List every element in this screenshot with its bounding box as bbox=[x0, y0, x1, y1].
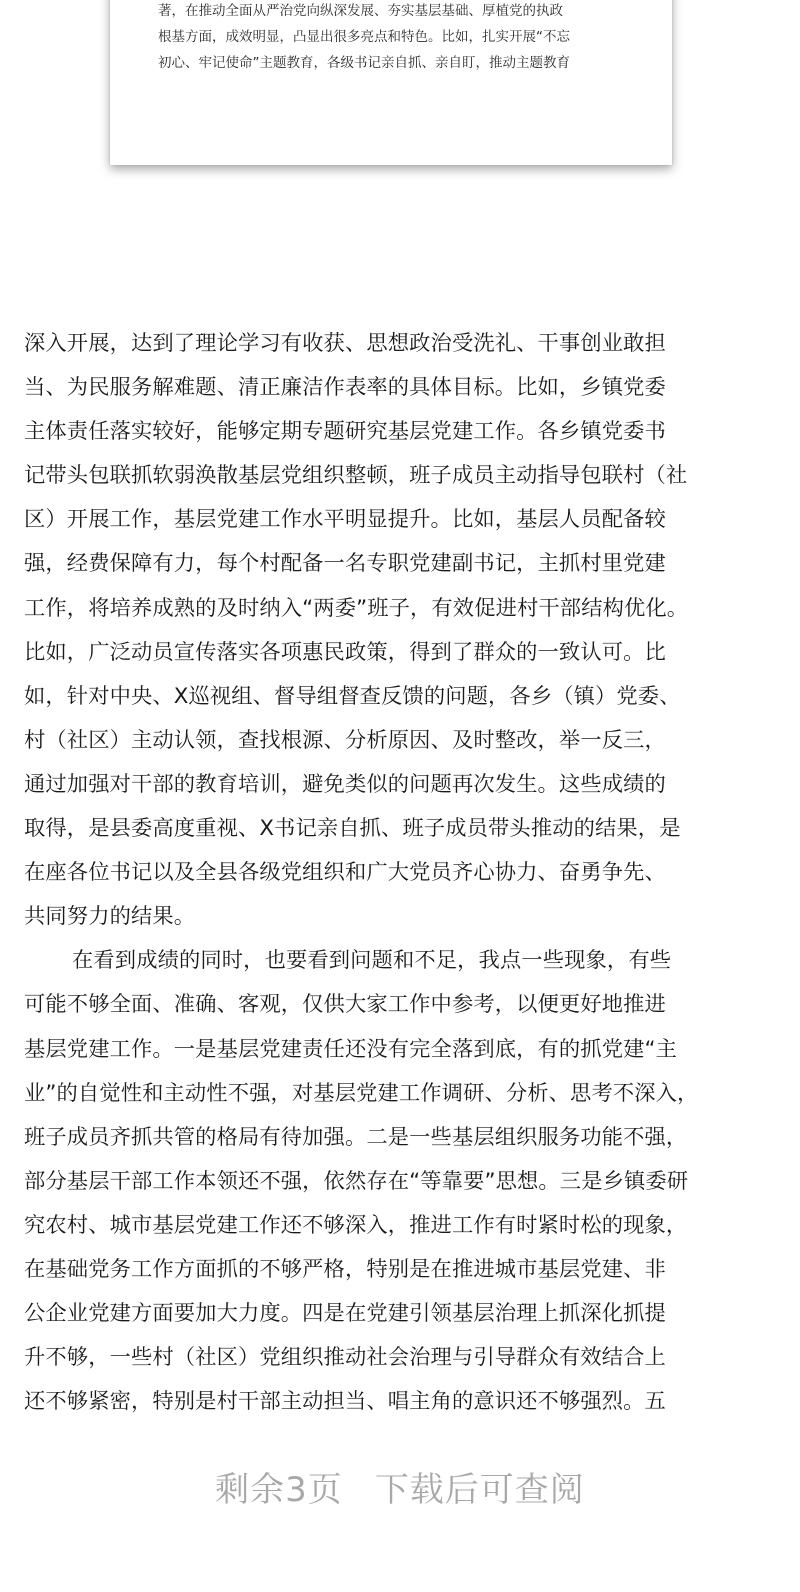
document-body bbox=[24, 322, 776, 1424]
body-line: 比如，广泛动员宣传落实各项惠民政策，得到了群众的一致认可。比 bbox=[24, 639, 666, 665]
body-line: 业”的自觉性和主动性不强，对基层党建工作调研、分析、思考不深入， bbox=[24, 1080, 699, 1106]
preview-card-text bbox=[158, 0, 638, 76]
download-to-view-label: 下载后可查阅 bbox=[374, 1470, 585, 1510]
body-line: 记带头包联抓软弱涣散基层党组织整顿，班子成员主动指导包联村（社 bbox=[24, 463, 688, 489]
body-line: 在基础党务工作方面抓的不够严格，特别是在推进城市基层党建、非 bbox=[24, 1256, 666, 1282]
body-line: 可能不够全面、准确、客观，仅供大家工作中参考，以便更好地推进 bbox=[24, 992, 666, 1018]
remaining-pages-notice[interactable] bbox=[0, 1462, 800, 1518]
body-line: 班子成员齐抓共管的格局有待加强。二是一些基层组织服务功能不强， bbox=[24, 1124, 688, 1150]
preview-card-line: 初心、牢记使命”主题教育，各级书记亲自抓、亲自盯，推动主题教育 bbox=[158, 55, 570, 71]
body-line: 强，经费保障有力，每个村配备一名专职党建副书记，主抓村里党建 bbox=[24, 551, 666, 577]
body-line: 升不够，一些村（社区）党组织推动社会治理与引导群众有效结合上 bbox=[24, 1345, 666, 1371]
body-line: 区）开展工作，基层党建工作水平明显提升。比如，基层人员配备较 bbox=[24, 507, 666, 533]
remaining-pages-label: 剩余3页 bbox=[215, 1470, 343, 1510]
body-line: 取得，是县委高度重视、X书记亲自抓、班子成员带头推动的结果，是 bbox=[24, 816, 681, 842]
body-line: 主体责任落实较好，能够定期专题研究基层党建工作。各乡镇党委书 bbox=[24, 419, 666, 445]
preview-card-line: 根基方面，成效明显，凸显出很多亮点和特色。比如，扎实开展“不忘 bbox=[158, 29, 570, 45]
body-line: 公企业党建方面要加大力度。四是在党建引领基层治理上抓深化抓提 bbox=[24, 1301, 666, 1327]
preview-card-line: 著，在推动全面从严治党向纵深发展、夯实基层基础、厚植党的执政 bbox=[158, 3, 563, 19]
body-line: 深入开展，达到了理论学习有收获、思想政治受洗礼、干事创业敢担 bbox=[24, 331, 666, 356]
body-line: 村（社区）主动认领，查找根源、分析原因、及时整改，举一反三， bbox=[24, 727, 666, 753]
body-line: 共同努力的结果。 bbox=[24, 904, 196, 930]
body-line: 究农村、城市基层党建工作还不够深入，推进工作有时紧时松的现象， bbox=[24, 1212, 688, 1238]
body-line: 在座各位书记以及全县各级党组织和广大党员齐心协力、奋勇争先、 bbox=[24, 860, 666, 886]
body-line: 通过加强对干部的教育培训，避免类似的问题再次发生。这些成绩的 bbox=[24, 771, 666, 797]
preview-page-card bbox=[110, 0, 672, 165]
body-line: 部分基层干部工作本领还不强，依然存在“等靠要”思想。三是乡镇委研 bbox=[24, 1168, 689, 1194]
body-line: 工作，将培养成熟的及时纳入“两委”班子，有效促进村干部结构优化。 bbox=[24, 595, 689, 621]
body-line: 还不够紧密，特别是村干部主动担当、唱主角的意识还不够强烈。五 bbox=[24, 1389, 666, 1415]
body-line: 如，针对中央、X巡视组、督导组督查反馈的问题，各乡（镇）党委、 bbox=[24, 683, 681, 709]
body-line: 基层党建工作。一是基层党建责任还没有完全落到底，有的抓党建“主 bbox=[24, 1036, 678, 1062]
paragraph-start-line: 在看到成绩的同时，也要看到问题和不足，我点一些现象，有些 bbox=[72, 948, 672, 974]
body-line: 当、为民服务解难题、清正廉洁作表率的具体目标。比如，乡镇党委 bbox=[24, 375, 666, 401]
